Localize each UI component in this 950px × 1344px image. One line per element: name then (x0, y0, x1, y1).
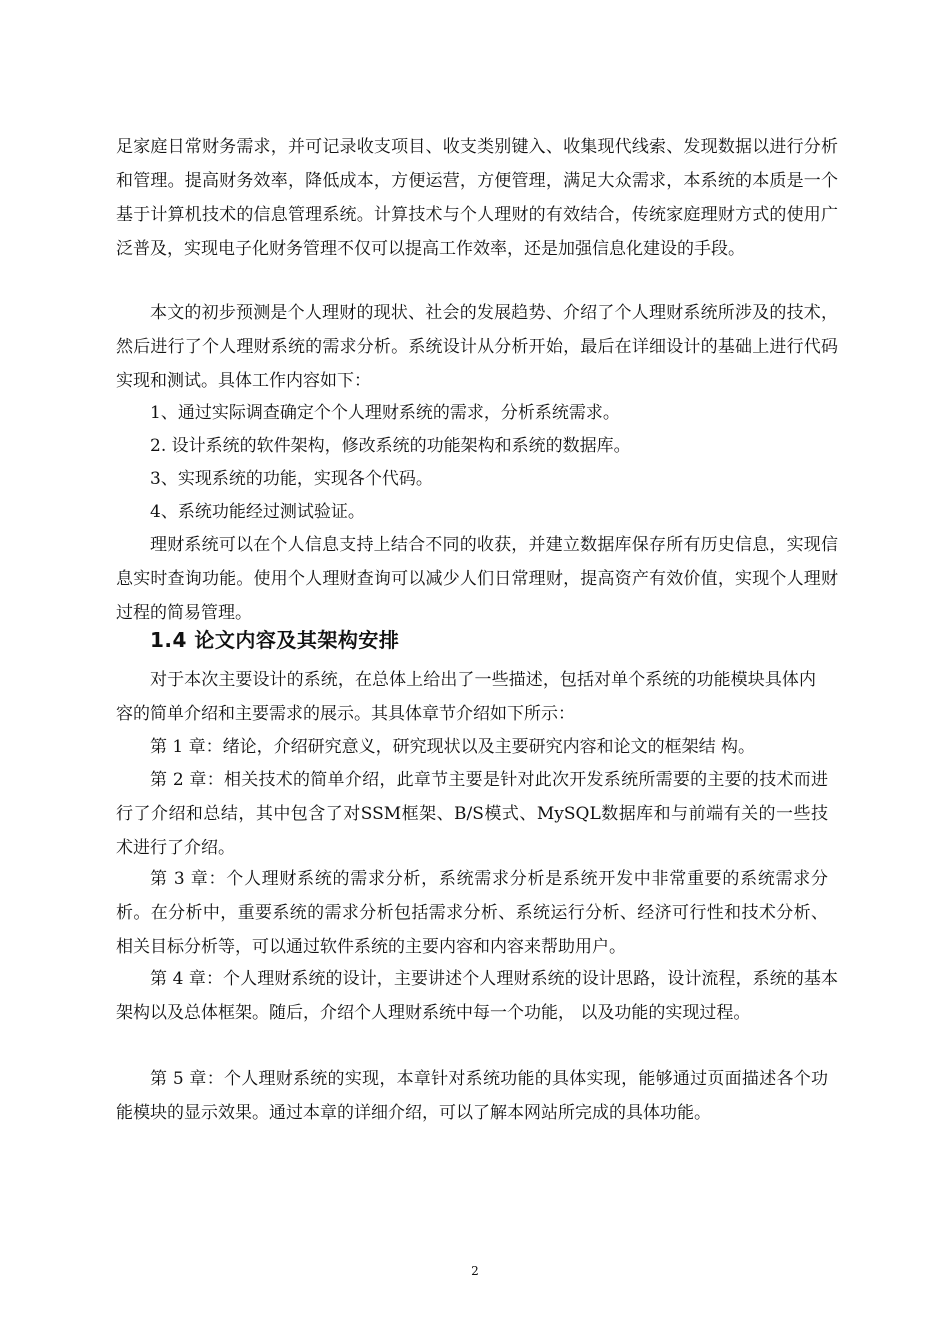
chapter-1-description: 第 1 章：绪论，介绍研究意义，研究现状以及主要研究内容和论文的框架结 构。 (150, 737, 756, 757)
page-number: 2 (471, 1264, 479, 1278)
list-item-4: 4、系统功能经过测试验证。 (150, 502, 365, 522)
list-item-3: 3、实现系统的功能，实现各个代码。 (150, 469, 433, 489)
chapter-3-description: 第 3 章：个人理财系统的需求分析，系统需求分析是系统开发中非常重要的系统需求分析。在分析中，重要系统的需求分析包括需求分析、系统运行分析、经济可行性和技术分析、相关目标分析等，可以通过软件系统的主要内容和内容来帮助用户。 (116, 869, 828, 957)
chapter-5-description: 第 5 章：个人理财系统的实现，本章针对系统功能的具体实现，能够通过页面描述各个功能模块的显示效果。通过本章的详细介绍，可以了解本网站所完成的具体功能。 (116, 1069, 828, 1123)
chapter-4-description: 第 4 章：个人理财系统的设计，主要讲述个人理财系统的设计思路，设计流程，系统的基本架构以及总体框架。随后，介绍个人理财系统中每一个功能， 以及功能的实现过程。 (116, 969, 838, 1023)
list-item-2: 2. 设计系统的软件架构，修改系统的功能架构和系统的数据库。 (150, 436, 631, 456)
chapter-2-description: 第 2 章：相关技术的简单介绍，此章节主要是针对此次开发系统所需要的主要的技术而进行了介绍和总结，其中包含了对SSM框架、B/S模式、MySQL数据库和与前端有关的一些技术进行了介绍。 (116, 770, 828, 858)
section-heading: 1.4 论文内容及其架构安排 (150, 628, 400, 652)
paragraph-structure-intro: 对于本次主要设计的系统，在总体上给出了一些描述，包括对单个系统的功能模块具体内容的简单介绍和主要需求的展示。其具体章节介绍如下所示： (116, 670, 816, 724)
list-item-1: 1、通过实际调查确定个个人理财系统的需求，分析系统需求。 (150, 403, 620, 423)
paragraph-system-summary: 理财系统可以在个人信息支持上结合不同的收获，并建立数据库保存所有历史信息，实现信息实时查询功能。使用个人理财查询可以减少人们日常理财，提高资产有效价值，实现个人理财过程的简易管理。 (116, 535, 838, 623)
paragraph-intro-continuation: 足家庭日常财务需求，并可记录收支项目、收支类别键入、收集现代线索、发现数据以进行分析和管理。提高财务效率，降低成本，方便运营，方便管理，满足大众需求，本系统的本质是一个基于计算机技术的信息管理系统。计算技术与个人理财的有效结合，传统家庭理财方式的使用广泛普及，实现电子化财务管理不仅可以提高工作效率，还是加强信息化建设的手段。 (116, 137, 838, 259)
paragraph-work-overview: 本文的初步预测是个人理财的现状、社会的发展趋势、介绍了个人理财系统所涉及的技术，然后进行了个人理财系统的需求分析。系统设计从分析开始，最后在详细设计的基础上进行代码实现和测试。具体工作内容如下： (116, 303, 838, 391)
